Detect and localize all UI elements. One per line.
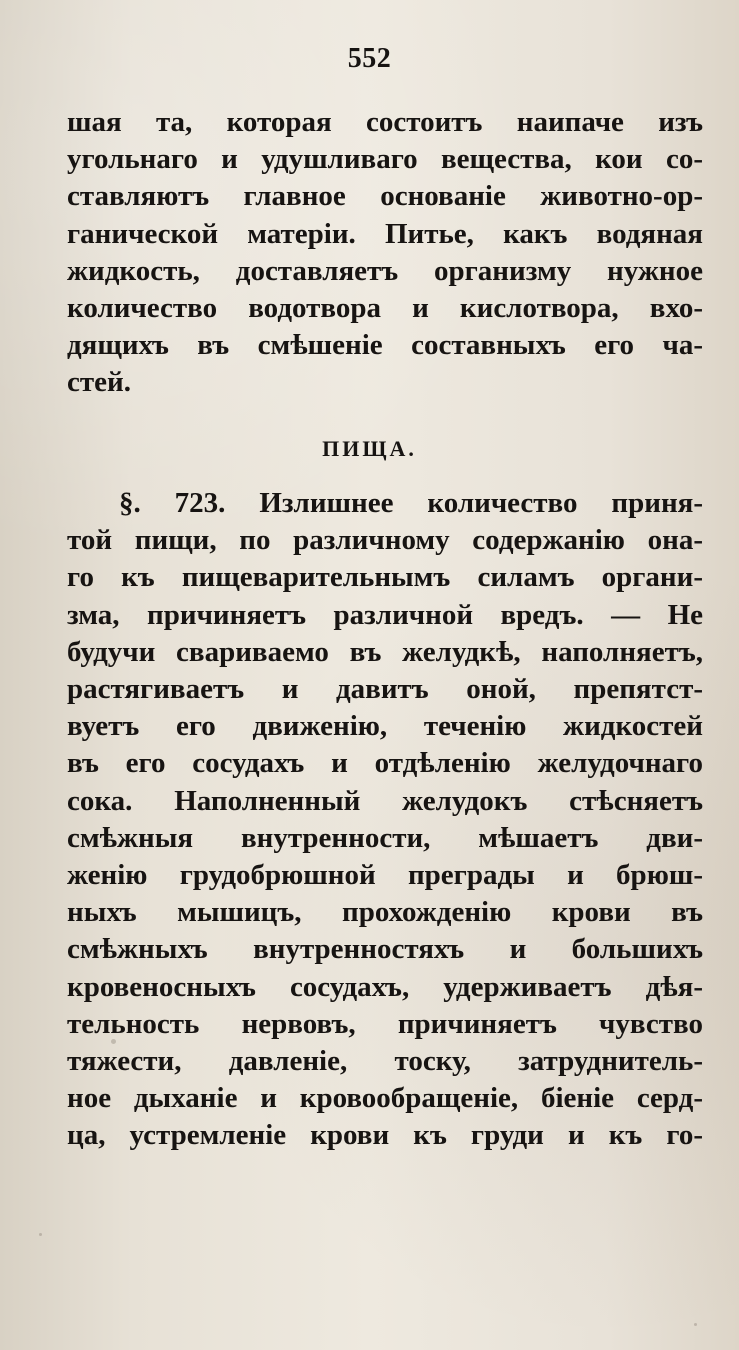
text-line: той пищи, по различному содержанiю она- <box>67 524 703 557</box>
text-line: растягиваетъ и давитъ оной, препятст- <box>67 673 703 706</box>
intro-paragraph <box>67 104 703 402</box>
text-line: дящихъ въ смѣшенiе составныхъ его ча- <box>67 329 703 362</box>
text-line: ганической матерiи. Питье, какъ водяная <box>67 217 703 250</box>
text-line: ное дыханiе и кровообращенiе, бiенiе серд- <box>67 1082 703 1115</box>
text-line: угольнаго и удушливаго вещества, кои со- <box>67 143 703 176</box>
text-line: тяжести, давленiе, тоску, затруднитель- <box>67 1045 703 1078</box>
text-line: тельность нервовъ, причиняетъ чувство <box>67 1007 703 1040</box>
text-line: въ его сосудахъ и отдѣленiю желудочнаго <box>67 747 703 780</box>
text-line: ца, устремленiе крови къ груди и къ го- <box>67 1119 703 1152</box>
text-line: ставляютъ главное основанiе животно-ор- <box>67 180 703 213</box>
text-line: кровеносныхъ сосудахъ, удерживаетъ дѣя- <box>67 970 703 1003</box>
text-line: зма, причиняетъ различной вредъ. — Не <box>67 598 703 631</box>
paper-speck <box>39 1233 42 1236</box>
text-line: ныхъ мышицъ, прохожденiю крови въ <box>67 896 703 929</box>
text-line: шая та, которая состоитъ наипаче изъ <box>67 106 703 138</box>
text-line: стей. <box>67 366 131 399</box>
paper-speck <box>606 1101 610 1105</box>
text-line: женiю грудобрюшной преграды и брюш- <box>67 859 703 892</box>
section-paragraph <box>67 485 703 1155</box>
paper-speck <box>111 1039 116 1044</box>
text-line: вуетъ его движенiю, теченiю жидкостей <box>67 710 703 743</box>
page-number: 552 <box>347 43 392 74</box>
text-line: будучи свариваемо въ желудкѣ, наполняетъ, <box>67 635 703 668</box>
text-line: смѣжныя внутренности, мѣшаетъ дви- <box>67 821 703 854</box>
text-line: жидкость, доставляетъ организму нужное <box>67 254 703 287</box>
text-line: смѣжныхъ внутренностяхъ и большихъ <box>67 933 703 966</box>
text-line: сока. Наполненный желудокъ стѣсняетъ <box>67 784 703 817</box>
text-line: количество водотвора и кислотвора, вхо- <box>67 292 703 325</box>
text-line: го къ пищеварительнымъ силамъ органи- <box>67 561 703 594</box>
section-heading: ПИЩА. <box>322 436 417 461</box>
paper-speck <box>694 1323 697 1326</box>
text-line: §. 723. Излишнее количество приня- <box>119 487 703 519</box>
